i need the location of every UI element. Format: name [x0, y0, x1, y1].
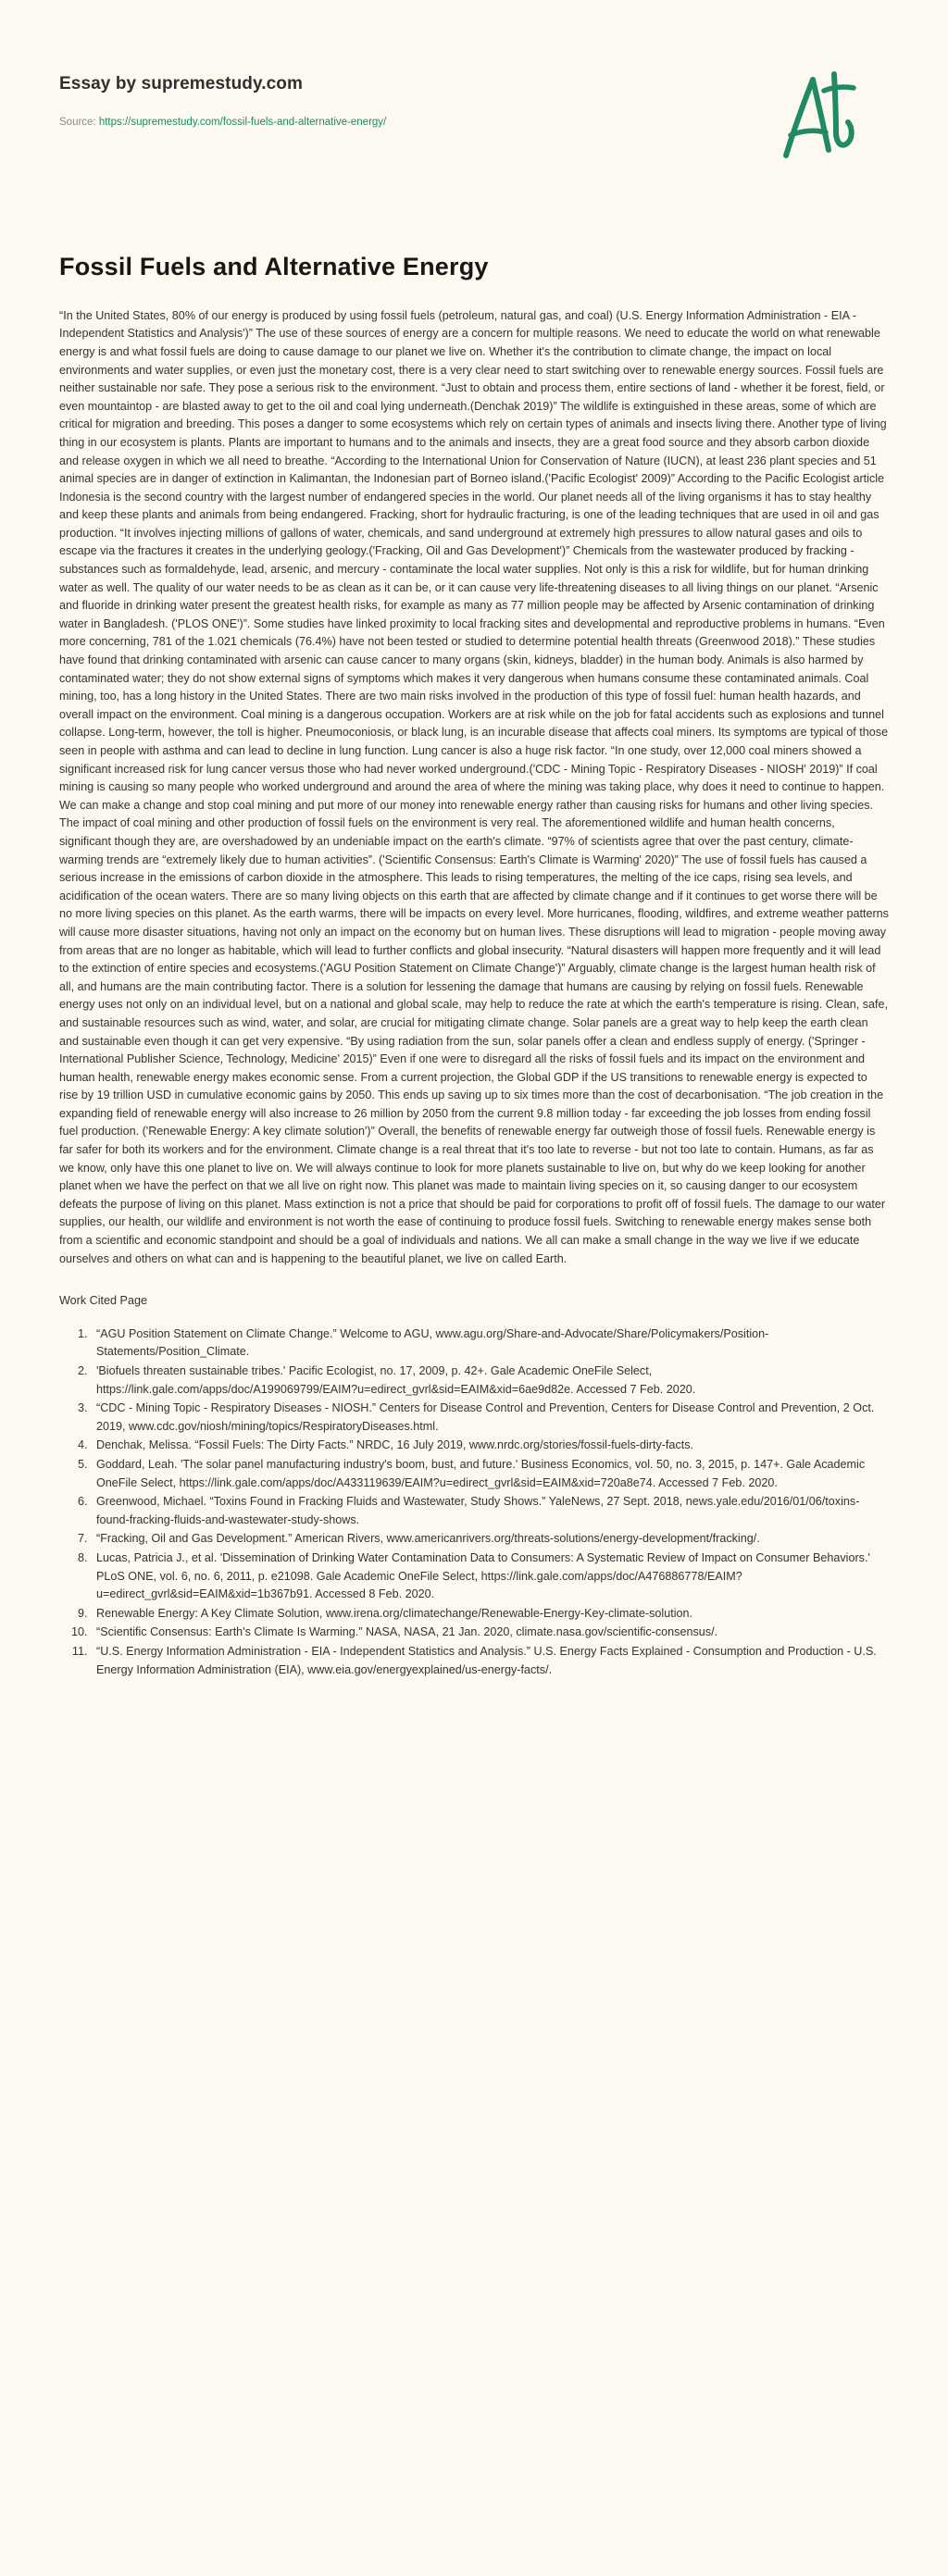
page-header	[0, 0, 948, 167]
header-text-block	[59, 72, 386, 130]
citation-item: 5. Goddard, Leah. 'The solar panel manufacturing industry's boom, bust, and future.' Business Economics, vol. 50, no. 3, 2015, p. 147+. Gale Academic OneFile Select, https://link.gale.com/apps/doc/A433119639/EAIM?u=edirect_gvrl&sid=EAIM&xid=720a8e74. Accessed 7 Feb. 2020.	[91, 1456, 889, 1492]
works-cited-heading: Work Cited Page	[59, 1294, 147, 1308]
a-plus-logo-icon	[778, 65, 857, 167]
page-title: Fossil Fuels and Alternative Energy	[59, 253, 489, 280]
citation-item: 6. Greenwood, Michael. “Toxins Found in Fracking Fluids and Wastewater, Study Shows.” YaleNews, 27 Sept. 2018, news.yale.edu/2016/01/06/toxins-found-fracking-fluids-and-wastewater-study-shows.	[91, 1493, 889, 1529]
citation-item: 3. “CDC - Mining Topic - Respiratory Diseases - NIOSH.” Centers for Disease Control and Prevention, Centers for Disease Control and Prevention, 2 Oct. 2019, www.cdc.gov/niosh/mining/topics/RespiratoryDiseases.html.	[91, 1400, 889, 1436]
citation-item: 9. Renewable Energy: A Key Climate Solution, www.irena.org/climatechange/Renewable-Energy-Key-climate-solution.	[91, 1605, 889, 1624]
brand-title: Essay by supremestudy.com	[59, 74, 303, 93]
citation-item: 4. Denchak, Melissa. “Fossil Fuels: The Dirty Facts.” NRDC, 16 July 2019, www.nrdc.org/stories/fossil-fuels-dirty-facts.	[91, 1437, 889, 1455]
citation-item: 8. Lucas, Patricia J., et al. 'Dissemination of Drinking Water Contamination Data to Consumers: A Systematic Review of Impact on Consumer Behaviors.' PLoS ONE, vol. 6, no. 6, 2011, p. e21098. Gale Academic OneFile Select, https://link.gale.com/apps/doc/A476886778/EAIM?u=edirect_gvrl&sid=EAIM&xid=1b367b91. Accessed 8 Feb. 2020.	[91, 1549, 889, 1604]
citation-item: 2. 'Biofuels threaten sustainable tribes.' Pacific Ecologist, no. 17, 2009, p. 42+. Gale Academic OneFile Select, https://link.gale.com/apps/doc/A199069799/EAIM?u=edirect_gvrl&sid=EAIM&xid=6ae9d82e. Accessed 7 Feb. 2020.	[91, 1363, 889, 1399]
citation-item: 10. “Scientific Consensus: Earth's Climate Is Warming.” NASA, NASA, 21 Jan. 2020, climate.nasa.gov/scientific-consensus/.	[91, 1624, 889, 1642]
essay-body	[59, 307, 889, 1268]
source-url-link[interactable]: https://supremestudy.com/fossil-fuels-and-alternative-energy/	[98, 116, 387, 128]
citation-item: 1. “AGU Position Statement on Climate Change.” Welcome to AGU, www.agu.org/Share-and-Advocate/Share/Policymakers/Position-Statements/Position_Climate.	[91, 1325, 889, 1362]
source-line	[59, 116, 386, 130]
works-cited-list	[59, 1325, 889, 1679]
citation-item: 11. “U.S. Energy Information Administration - EIA - Independent Statistics and Analysis.” U.S. Energy Facts Explained - Consumption and Production - U.S. Energy Information Administration (EIA), www.eia.gov/energyexplained/us-energy-facts/.	[91, 1643, 889, 1679]
essay-paragraph: “In the United States, 80% of our energy is produced by using fossil fuels (petroleum, natural gas, and coal) (U.S. Energy Information Administration - EIA - Independent Statistics and Analysis')” The use of these sources of energy are a concern for multiple reasons. We need to educate the world on what renewable energy is and what fossil fuels are doing to cause damage to our planet we live on. Whether it's the contribution to climate change, the impact on local environments and water supplies, or even just the monetary cost, there is a very clear need to start switching over to renewable energy sources. Fossil fuels are neither sustainable nor safe. They pose a serious risk to the environment. “Just to obtain and process them, entire sections of land - whether it be forest, field, or even mountaintop - are blasted away to get to the oil and coal lying underneath.(Denchak 2019)” The wildlife is extinguished in these areas, some of which are critical for migration and breeding. This poses a danger to some ecosystems which rely on certain types of animals and insects living there. Another type of living thing in our ecosystem is plants. Plants are important to humans and to the animals and insects, they are a great food source and they absorb carbon dioxide and release oxygen in which we all need to breathe. “According to the International Union for Conservation of Nature (IUCN), at least 236 plant species and 51 animal species are in danger of extinction in Kalimantan, the Indonesian part of Borneo island.('Pacific Ecologist' 2009)” According to the Pacific Ecologist article Indonesia is the second country with the largest number of endangered species in the world. Our planet needs all of the living organisms it has to stay healthy and keep these plants and animals from being endangered. Fracking, short for hydraulic fracturing, is one of the leading techniques that are used in oil and gas production. “It involves injecting millions of gallons of water, chemicals, and sand underground at extremely high pressures to allow natural gases and oils to escape via the fractures it creates in the underlying geology.('Fracking, Oil and Gas Development')” Chemicals from the wastewater produced by fracking - substances such as formaldehyde, lead, arsenic, and mercury - contaminate the local water supplies. Not only is this a risk for wildlife, but for human drinking water as well. The quality of our water needs to be as clean as it can be, or it can cause very life-threatening diseases to all living things on our planet. “Arsenic and fluoride in drinking water present the greatest health risks, for example as many as 77 million people may be affected by Arsenic contamination of drinking water in Bangladesh. ('PLOS ONE')”. Some studies have linked proximity to local fracking sites and developmental and reproductive problems in humans. “Even more concerning, 781 of the 1.021 chemicals (76.4%) have not been tested or studied to determine potential health threats (Greenwood 2018).” These studies have found that drinking contaminated with arsenic can cause cancer to many organs (skin, kidneys, bladder) in the human body. Animals is also harmed by contaminated water; they do not show external signs of symptoms which makes it very dangerous when humans consume these contaminated animals. Coal mining, too, has a long history in the United States. There are two main risks involved in the production of this type of fossil fuel: human health hazards, and overall impact on the environment. Coal mining is a dangerous occupation. Workers are at risk while on the job for fatal accidents such as explosions and tunnel collapse. Long-term, however, the toll is higher. Pneumoconiosis, or black lung, is an incurable disease that affects coal miners. Its symptoms are typical of those seen in people with asthma and can lead to decline in lung function. Lung cancer is also a huge risk factor. “In one study, over 12,000 coal miners showed a significant increased risk for lung cancer versus those who had never worked underground.('CDC - Mining Topic - Respiratory Diseases - NIOSH' 2019)” If coal mining is causing so many people who worked underground and around the area of where the mining was taking place, why does it need to continue to happen. We can make a change and stop coal mining and put more of our money into renewable energy rather than causing risks for humans and other living species. The impact of coal mining and other production of fossil fuels on the environment is very real. The aforementioned wildlife and human health concerns, significant though they are, are overshadowed by an undeniable impact on the earth's climate. “97% of scientists agree that over the past century, climate-warming trends are “extremely likely due to human activities”. ('Scientific Consensus: Earth's Climate is Warming' 2020)” The use of fossil fuels has caused a serious increase in the emissions of carbon dioxide in the atmosphere. This leads to rising temperatures, the melting of the ice caps, rising sea levels, and acidification of the ocean waters. There are so many living objects on this earth that are affected by climate change and if it continues to get worse there will be no more living species on this planet. As the earth warms, there will be impacts on every level. More hurricanes, flooding, wildfires, and extreme weather patterns will cause more disaster situations, having not only an impact on the economy but on human lives. These disruptions will lead to migration - people moving away from areas that are no longer as habitable, which will lead to further conflicts and global insecurity. “Natural disasters will happen more frequently and it will lead to the extinction of entire species and ecosystems.('AGU Position Statement on Climate Change')” Arguably, climate change is the largest human health risk of all, and humans are the main contributing factor. There is a solution for lessening the damage that humans are causing by relying on fossil fuels. Renewable energy uses not only on an individual level, but on a national and global scale, may help to reduce the rate at which the earth's temperature is rising. Clean, safe, and sustainable resources such as wind, water, and solar, are crucial for mitigating climate change. Solar panels are a great way to help keep the earth clean and sustainable even though it can get very expensive. “By using radiation from the sun, solar panels offer a clean and endless supply of energy. ('Springer - International Publisher Science, Technology, Medicine' 2015)” Even if one were to disregard all the risks of fossil fuels and its impact on the environment and human health, renewable energy makes economic sense. From a current projection, the Global GDP if the US transitions to renewable energy is expected to rise by 19 trillion USD in cumulative economic gains by 2050. This ends up saving up to six times more than the cost of decarbonisation. “The job creation in the expanding field of renewable energy will also increase to 26 million by 2050 from the current 9.8 million today - far exceeding the job losses from ending fossil fuel production. ('Renewable Energy: A key climate solution')” Overall, the benefits of renewable energy far outweigh those of fossil fuels. Renewable energy is far safer for both its workers and for the environment. Climate change is a real threat that it's too late to reverse - but not too late to contain. Humans, as far as we know, only have this one planet to live on. We will always continue to look for more planets sustainable to live on, but why do we keep looking for another planet when we have the perfect on that we all live on right now. This planet was made to maintain living species on it, so causing danger to our ecosystem defeats the purpose of living on this planet. Mass extinction is not a price that should be paid for corporations to profit off of fossil fuels. The damage to our water supplies, our health, our wildlife and environment is not worth the ease of continuing to produce fossil fuels. Switching to renewable energy makes sense both from a scientific and economic standpoint and should be a goal of individuals and nations. We all can make a small change in the way we live if we educate ourselves and others on what can and is happening to the beautiful planet, we live on called Earth.	[59, 308, 889, 1265]
citation-item: 7. “Fracking, Oil and Gas Development.” American Rivers, www.americanrivers.org/threats-solutions/energy-development/fracking/.	[91, 1530, 889, 1549]
source-label: Source:	[59, 116, 99, 128]
